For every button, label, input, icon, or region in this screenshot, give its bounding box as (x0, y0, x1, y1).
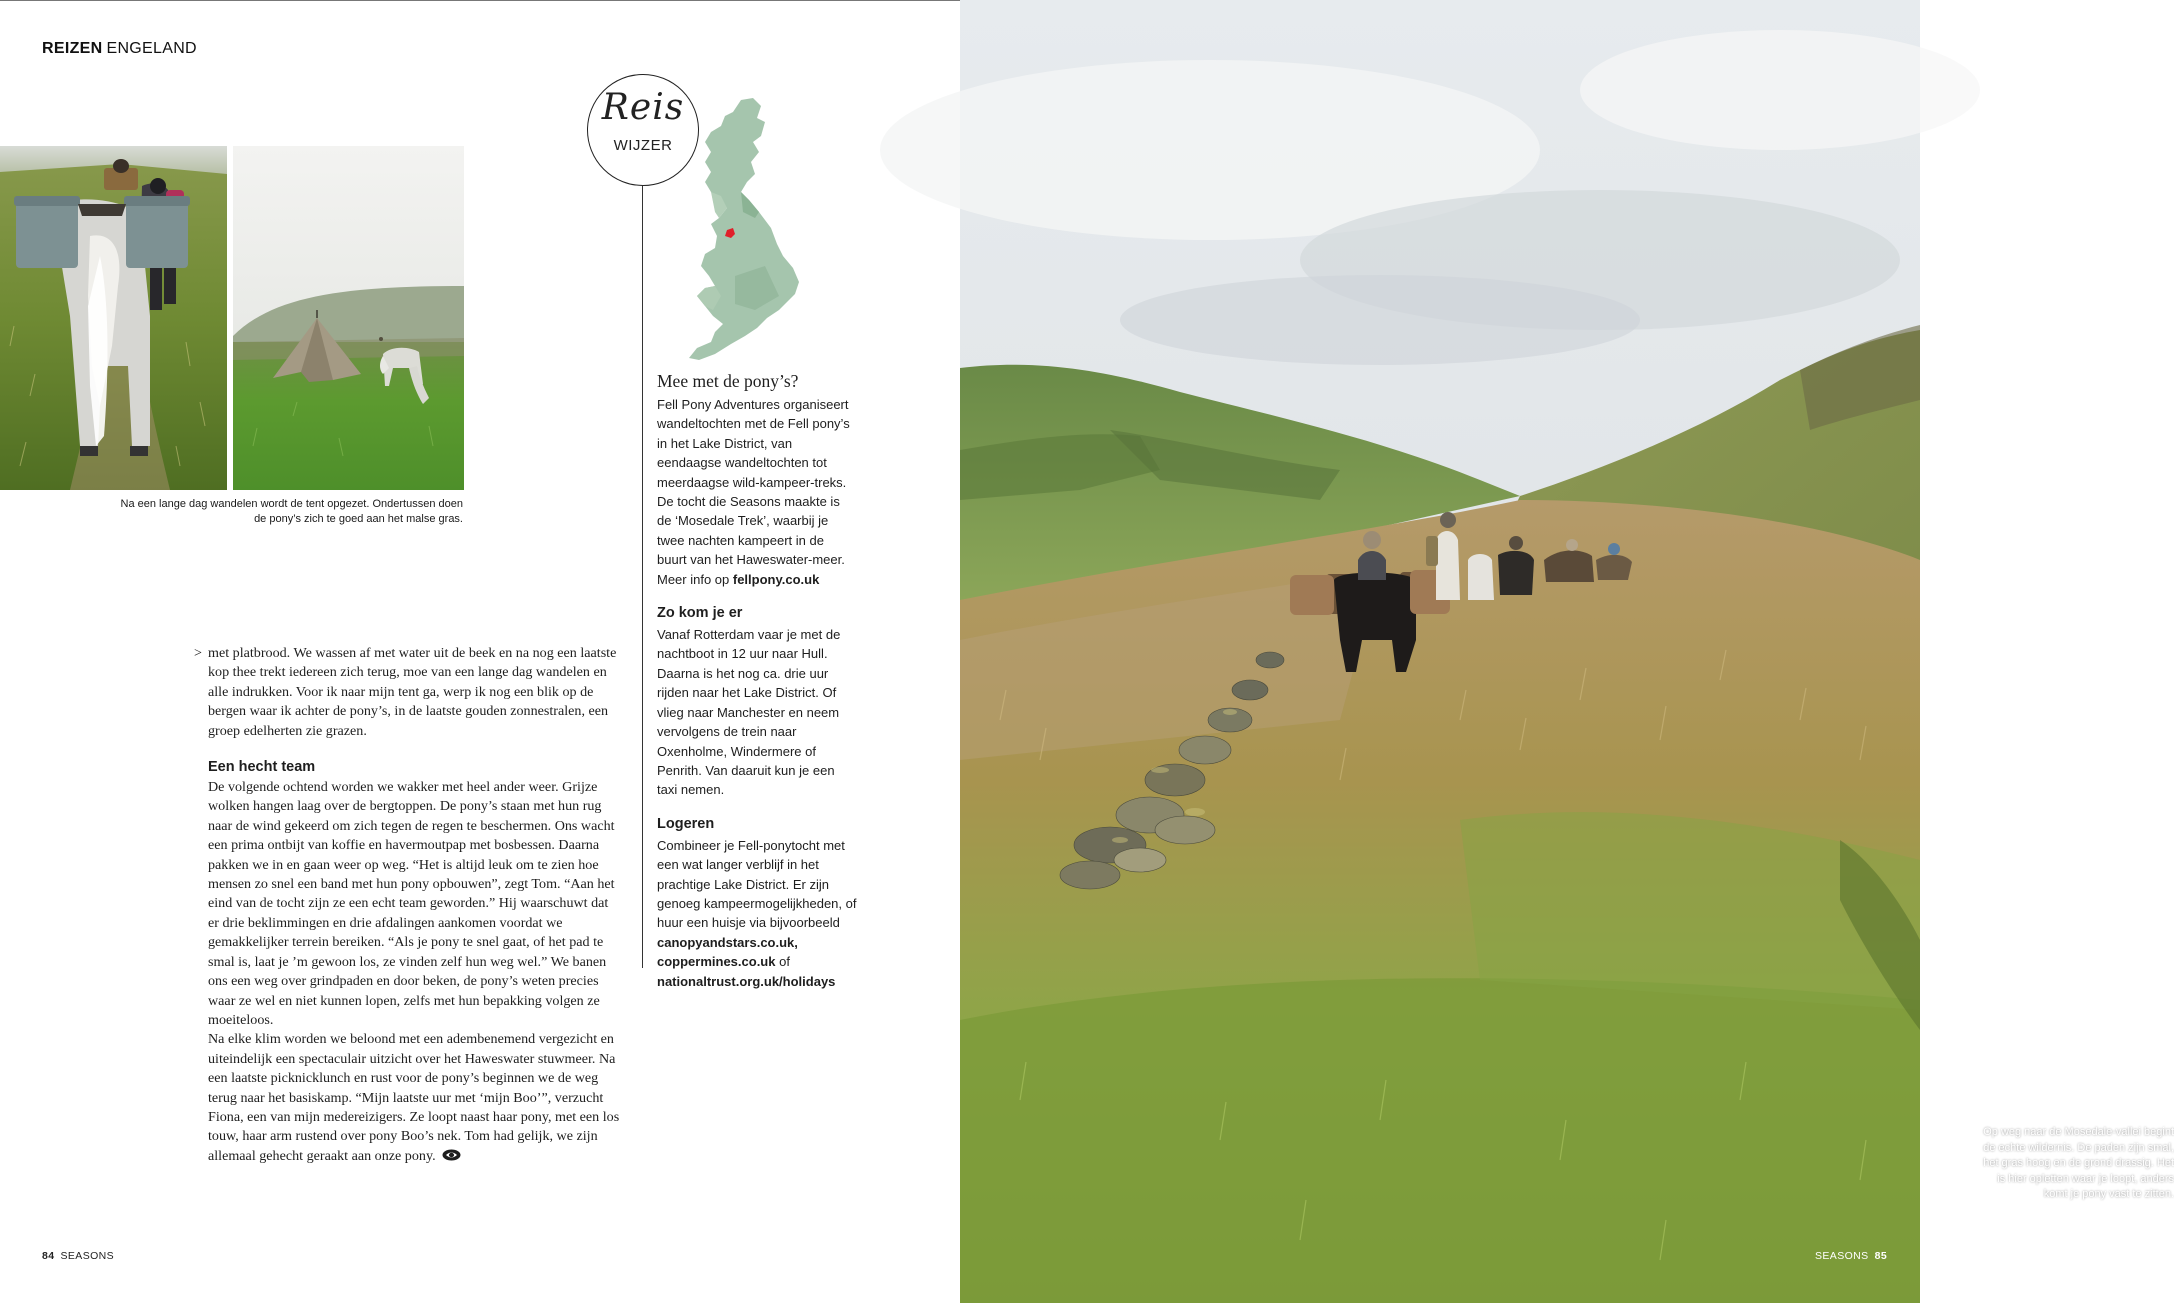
link-nationaltrust[interactable]: nationaltrust.org.uk/holidays (657, 973, 836, 989)
sidebar-stay-text: Combineer je Fell-ponytocht met een wat langer verblijf in het prachtige Lake District. Er zijn genoeg kampeermogelijkheden, of huur een huisje via bijvoorbeeld (657, 837, 857, 931)
article-subhead: Een hecht team (208, 759, 316, 776)
article-paragraph-3-text: Na elke klim worden we beloond met een adembenemend vergezicht en uiteindelijk een spectaculair uitzicht over het Haweswater stuwmeer. Na een laatste picknicklunch en rust voor de pony’s beginnen we de weg terug naar het basiskamp. “Mijn laatste uur met ‘mijn Boo’”, verzucht Fiona, een van mijn medereizigers. Ze loopt naast haar pony, met een los touw, haar arm rustend over pony Boo’s nek. Tom had gelijk, we zijn allemaal gehecht geraakt aan onze pony. (208, 1031, 620, 1164)
folio-left-number: 84 (42, 1250, 55, 1262)
sidebar-intro-text: Fell Pony Adventures organiseert wandeltochten met de Fell pony’s in het Lake District, van eendaagse wandeltochten tot meerdaagse wild-kampeer-treks. De tocht die Seasons maakte is de ‘Mosedale Trek’, waarbij je twee nachten kampeert in de buurt van het Haweswater-meer. (657, 397, 850, 568)
reiswijzer-caps-label: WIJZER (613, 137, 673, 154)
folio-right (1815, 1250, 1887, 1262)
sidebar-more-prefix: Meer info op (657, 571, 733, 587)
article-paragraph-3 (208, 1030, 622, 1166)
section-header (42, 40, 197, 58)
link-fellpony[interactable]: fellpony.co.uk (732, 571, 820, 587)
end-of-article-icon (442, 1149, 461, 1161)
photo-pony-hike (0, 146, 227, 490)
article-paragraph-1 (194, 644, 622, 741)
folio-right-label: SEASONS (1815, 1250, 1869, 1262)
reiswijzer-script-label: Reis (601, 87, 685, 128)
article-paragraph-2: De volgende ochtend worden we wakker met heel ander weer. Grijze wolken hangen laag over de bergtoppen. De pony’s staan met hun rug naar de wind gekeerd om zich tegen de regen te beschermen. Ons wacht een prima ontbijt van koffie en havermoutpap met bosbessen. Daarna pakken we in en gaan weer op weg. “Het is altijd leuk om te zien hoe mensen zo snel een band met hun pony opbouwen”, zegt Tom. “Aan het eind van de tocht zijn ze een echt team geworden.” Hij waarschuwt dat er drie beklimmingen en drie afdalingen aankomen voordat we gemakkelijker terrein bereiken. “Als je pony te snel gaat, of het pad te smal is, laat je ’m gewoon los, ze vinden zelf hun weg wel.” We banen ons een weg over grindpaden en door beken, de pony’s weten precies waar ze wel en niet kunnen lopen, zelfs met hun bepakking volgen ze moeiteloos. (208, 779, 615, 1028)
sidebar-more-info (657, 570, 857, 589)
photo-tent-camp (233, 146, 464, 490)
sidebar-stay-link-line (657, 952, 857, 971)
sidebar-stay-of: of (775, 954, 790, 970)
sidebar-travel-text: Vanaf Rotterdam vaar je met de nachtboot in 12 uur naar Hull. Daarna is het nog ca. drie uur rijden naar het Lake District. Of vlieg naar Manchester en neem vervolgens de trein naar Oxenholme, Windermere of Penrith. Van daaruit kun je een taxi nemen. (657, 627, 841, 798)
link-coppermines[interactable]: coppermines.co.uk (657, 954, 776, 970)
sidebar-title-travel: Zo kom je er (657, 605, 743, 622)
folio-right-number: 85 (1874, 1250, 1888, 1262)
reiswijzer-vertical-rule (642, 186, 643, 968)
article-paragraph-1-text: met platbrood. We wassen af met water uit de beek en na nog een laatste kop thee trekt iedereen zich terug, moe van een lange dag wandelen en alle indrukken. Voor ik naar mijn tent ga, werp ik nog een blik op de bergen waar ik achter de pony’s, in de laatste gouden zonnestralen, een groep edelherten zie grazen. (208, 645, 617, 739)
folio-left-label: SEASONS (60, 1250, 115, 1262)
section-header-light: ENGELAND (106, 40, 197, 57)
left-page (0, 0, 960, 1303)
uk-map-icon (675, 96, 855, 366)
right-page-photo (960, 0, 2174, 1303)
section-header-bold: REIZEN (42, 40, 103, 57)
continuation-marker: > (194, 645, 202, 661)
article-body (194, 644, 622, 1166)
sidebar-title-pony: Mee met de pony’s? (657, 371, 799, 391)
link-canopyandstars[interactable]: canopyandstars.co.uk, (657, 934, 798, 950)
sidebar-title-stay: Logeren (657, 815, 715, 832)
folio-left (42, 1250, 114, 1262)
photo-caption-right: Op weg naar de Mosedale-vallei begint de echte wildernis. De paden zijn smal, het gras hoog en de grond drassig. Het is hier opletten waar je loopt, anders komt je pony vast te zitten. (1983, 1126, 2174, 1200)
photo-caption-left: Na een lange dag wandelen wordt de tent opgezet. Ondertussen doen de pony’s zich te goed aan het malse gras. (120, 498, 463, 525)
photo-mosedale-valley (960, 0, 1920, 1303)
reiswijzer-sidebar (657, 370, 857, 991)
page-top-rule (0, 0, 960, 1)
